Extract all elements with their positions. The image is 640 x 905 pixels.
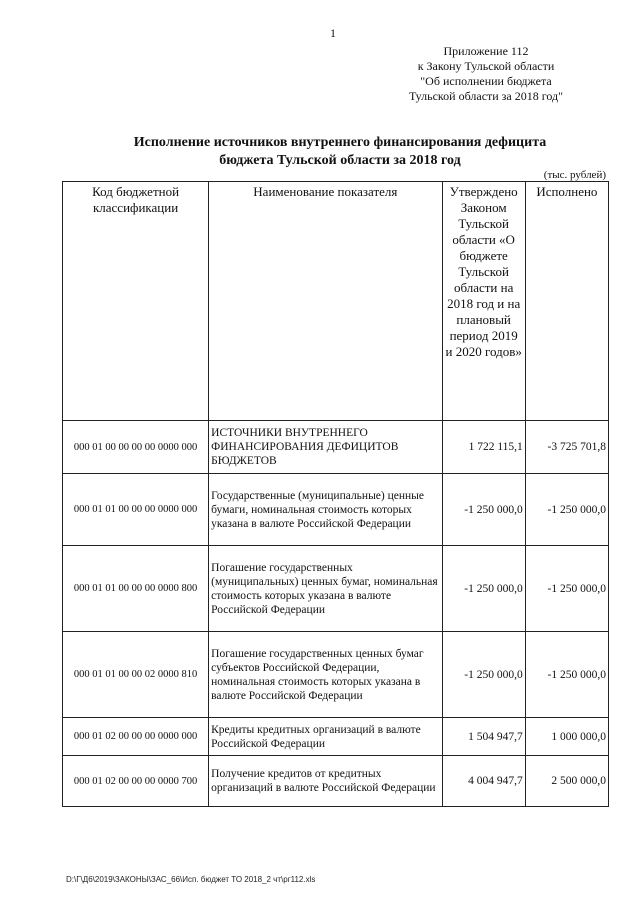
cell-name: Государственные (муниципальные) ценные бумаги, номинальная стоимость которых указана в валюте Российской Федерации [209, 474, 442, 546]
appendix-line: Приложение 112 [443, 44, 529, 58]
table-row [63, 546, 609, 632]
appendix-line: к Закону Тульской области [417, 59, 555, 73]
table-row [63, 474, 609, 546]
header-code: Код бюджетной классификации [63, 182, 209, 421]
title-line: Исполнение источников внутреннего финансирования дефицита [133, 135, 547, 150]
cell-code: 000 01 02 00 00 00 0000 000 [63, 718, 209, 756]
table-header-row [63, 182, 609, 421]
cell-approved: -1 250 000,0 [442, 632, 525, 718]
cell-approved: 1 504 947,7 [442, 718, 525, 756]
units-label: (тыс. рублей) [543, 169, 606, 181]
cell-approved: 4 004 947,7 [442, 756, 525, 807]
cell-name: Погашение государственных (муниципальных) ценных бумаг, номинальная стоимость которых указана в валюте Российской Федерации [209, 546, 442, 632]
cell-name: ИСТОЧНИКИ ВНУТРЕННЕГО ФИНАНСИРОВАНИЯ ДЕФИЦИТОВ БЮДЖЕТОВ [209, 421, 442, 474]
document-title [80, 134, 600, 170]
cell-code: 000 01 01 00 00 02 0000 810 [63, 632, 209, 718]
cell-approved: -1 250 000,0 [442, 474, 525, 546]
table-row [63, 756, 609, 807]
table-row [63, 421, 609, 474]
title-line: бюджета Тульской области за 2018 год [219, 153, 461, 168]
appendix-line: Тульской области за 2018 год" [408, 89, 564, 103]
cell-executed: -3 725 701,8 [525, 421, 608, 474]
cell-executed: -1 250 000,0 [525, 546, 608, 632]
cell-code: 000 01 01 00 00 00 0000 800 [63, 546, 209, 632]
cell-approved: 1 722 115,1 [442, 421, 525, 474]
cell-name: Погашение государственных ценных бумаг субъектов Российской Федерации, номинальная стоимость которых указана в валюте Российской Федерации [209, 632, 442, 718]
table-row [63, 632, 609, 718]
appendix-reference [386, 44, 586, 104]
page-number: 1 [330, 26, 336, 40]
cell-executed: -1 250 000,0 [525, 474, 608, 546]
appendix-line: "Об исполнении бюджета [420, 74, 552, 88]
cell-name: Кредиты кредитных организаций в валюте Российской Федерации [209, 718, 442, 756]
cell-name: Получение кредитов от кредитных организаций в валюте Российской Федерации [209, 756, 442, 807]
cell-code: 000 01 00 00 00 00 0000 000 [63, 421, 209, 474]
financing-sources-table [62, 181, 609, 807]
table-row [63, 718, 609, 756]
cell-executed: 1 000 000,0 [525, 718, 608, 756]
cell-code: 000 01 01 00 00 00 0000 000 [63, 474, 209, 546]
footer-file-path: D:\Г\Д6\2019\ЗАКОНЫ\ЗАС_66\Исп. бюджет ТО 2018_2 чт\рг112.xls [66, 875, 316, 884]
header-executed: Исполнено [525, 182, 608, 421]
header-approved: Утверждено Законом Тульской области «О бюджете Тульской области на 2018 год и на плановый период 2019 и 2020 годов» [442, 182, 525, 421]
header-name: Наименование показателя [209, 182, 442, 421]
cell-approved: -1 250 000,0 [442, 546, 525, 632]
cell-code: 000 01 02 00 00 00 0000 700 [63, 756, 209, 807]
cell-executed: 2 500 000,0 [525, 756, 608, 807]
cell-executed: -1 250 000,0 [525, 632, 608, 718]
